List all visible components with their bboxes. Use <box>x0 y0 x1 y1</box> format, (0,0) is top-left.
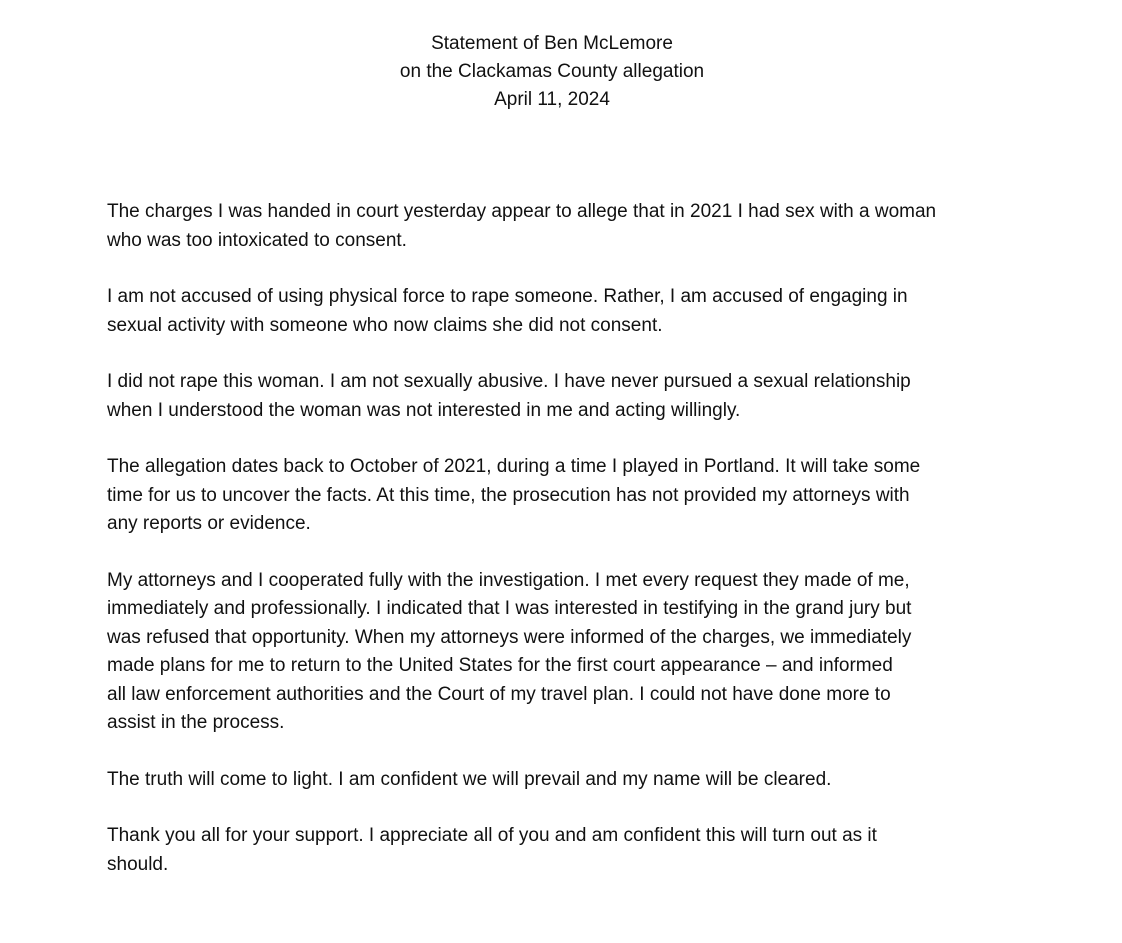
statement-body <box>107 198 1012 907</box>
statement-title: Statement of Ben McLemore <box>431 33 673 54</box>
paragraph-line: I am not accused of using physical force to rape someone. Rather, I am accused of engaging in <box>107 286 908 307</box>
paragraph-line: who was too intoxicated to consent. <box>107 229 407 251</box>
paragraph-line: made plans for me to return to the United States for the first court appearance – and informed <box>107 655 893 676</box>
paragraph-7 <box>107 822 1012 879</box>
paragraph-line: should. <box>107 853 169 875</box>
paragraph-line: I did not rape this woman. I am not sexually abusive. I have never pursued a sexual relationship <box>107 371 911 392</box>
paragraph-line: all law enforcement authorities and the Court of my travel plan. I could not have done more to <box>107 683 891 705</box>
paragraph-4 <box>107 453 1012 539</box>
paragraph-line: assist in the process. <box>107 712 285 733</box>
paragraph-line: was refused that opportunity. When my attorneys were informed of the charges, we immediately <box>107 626 912 648</box>
paragraph-line: The allegation dates back to October of 2021, during a time I played in Portland. It will take some <box>107 456 921 477</box>
paragraph-line: immediately and professionally. I indicated that I was interested in testifying in the grand jury but <box>107 598 912 619</box>
paragraph-line: My attorneys and I cooperated fully with the investigation. I met every request they made of me, <box>107 569 910 591</box>
paragraph-line: time for us to uncover the facts. At this time, the prosecution has not provided my attorneys with <box>107 484 910 506</box>
paragraph-line: The truth will come to light. I am confident we will prevail and my name will be cleared. <box>107 768 832 790</box>
paragraph-line: when I understood the woman was not interested in me and acting willingly. <box>107 399 741 421</box>
paragraph-3 <box>107 368 1012 425</box>
paragraph-1 <box>107 198 1012 255</box>
paragraph-line: sexual activity with someone who now claims she did not consent. <box>107 314 663 336</box>
paragraph-line: any reports or evidence. <box>107 513 311 534</box>
paragraph-line: The charges I was handed in court yesterday appear to allege that in 2021 I had sex with a woman <box>107 201 937 222</box>
statement-header <box>0 30 1104 114</box>
statement-date: April 11, 2024 <box>494 89 610 110</box>
paragraph-5 <box>107 567 1012 738</box>
paragraph-6 <box>107 766 1012 795</box>
paragraph-line: Thank you all for your support. I appreciate all of you and am confident this will turn out as it <box>107 825 877 846</box>
statement-subtitle: on the Clackamas County allegation <box>399 61 705 82</box>
paragraph-2 <box>107 283 1012 340</box>
